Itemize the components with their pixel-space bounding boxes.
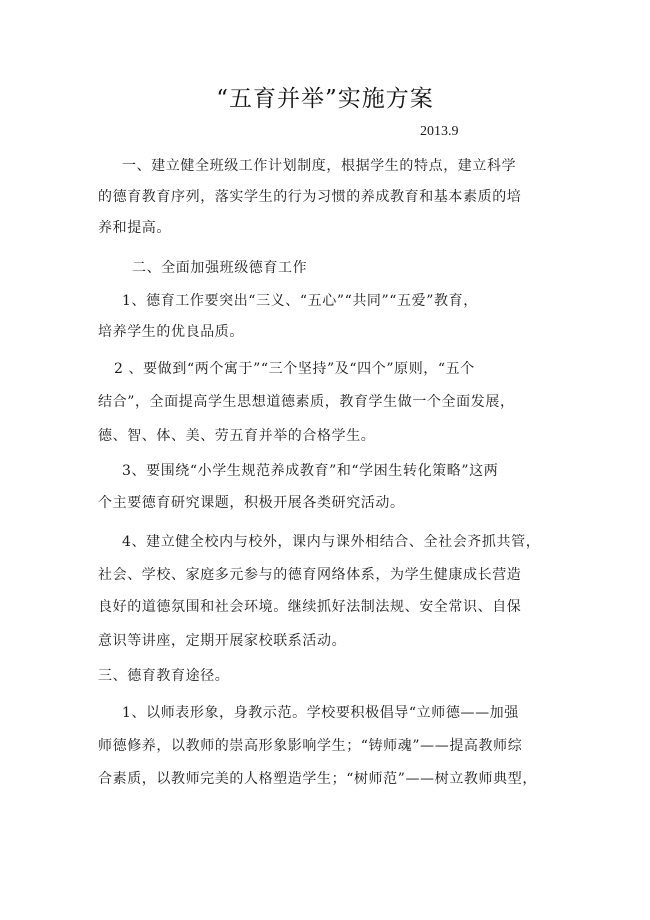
document-title: “五育并举”实施方案 [216, 86, 434, 112]
text-line: 4、建立健全校内与校外，课内与课外相结合、全社会齐抓共管， [122, 534, 541, 550]
text-line: 1、德育工作要突出“三义、“五心”“共同”“五爱”教育， [122, 293, 478, 309]
text-line: 一、建立健全班级工作计划制度，根据学生的特点，建立科学 [122, 158, 517, 174]
text-line: 师德修养，以教师的崇高形象影响学生；“铸师魂”——提高教师综 [98, 738, 523, 754]
text-line: 结合”，全面提高学生思想道德素质，教育学生做一个全面发展， [98, 394, 515, 410]
text-line: 良好的道德氛围和社会环境。继续抓好法制法规、安全常识、自保 [98, 599, 522, 615]
text-line: 意识等讲座，定期开展家校联系活动。 [98, 633, 347, 649]
text-line: 合素质，以教师完美的人格塑造学生；“树师范”——树立教师典型， [98, 771, 537, 787]
text-line: 3、要围绕“小学生规范养成教育”和“学困生转化策略”这两 [122, 463, 499, 479]
text-line: 二、全面加强班级德育工作 [132, 260, 308, 276]
text-line: 三、德育教育途径。 [98, 668, 230, 684]
text-line: 养和提高。 [98, 220, 171, 236]
text-line: 的德育教育序列，落实学生的行为习惯的养成教育和基本素质的培 [98, 189, 522, 205]
text-line: 社会、学校、家庭多元参与的德育网络体系，为学生健康成长营造 [98, 567, 522, 583]
document-date: 2013.9 [420, 124, 459, 139]
text-line: 培养学生的优良品质。 [98, 324, 244, 340]
text-line: 2 、要做到“两个寓于”“三个坚持”及“四个”原则，“五个 [114, 361, 475, 377]
text-line: 德、智、体、美、劳五育并举的合格学生。 [98, 428, 376, 444]
text-line: 1、以师表形象，身教示范。学校要积极倡导“立师德——加强 [122, 705, 519, 721]
text-line: 个主要德育研究课题，积极开展各类研究活动。 [98, 495, 405, 511]
